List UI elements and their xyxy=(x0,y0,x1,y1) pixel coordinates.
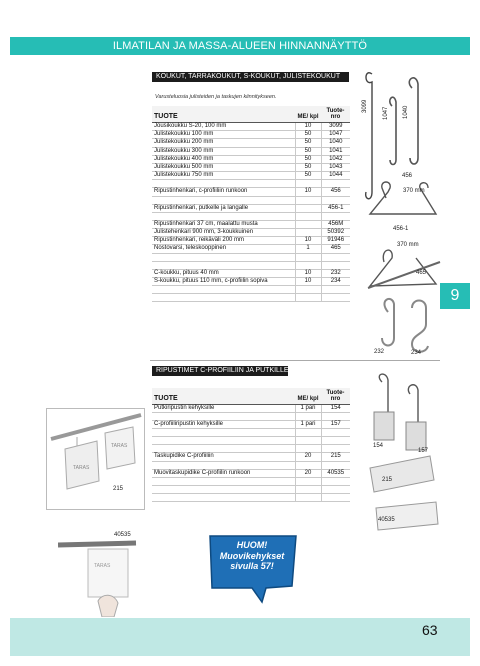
cell-product-name: S-koukku, pituus 110 mm, c-profiilin sopiva xyxy=(152,277,295,285)
cell-product-no: 215 xyxy=(321,453,350,461)
cell-product-no xyxy=(321,286,350,294)
cell-product-name xyxy=(152,493,295,501)
cell-product-no: 1044 xyxy=(321,172,350,180)
table-row xyxy=(152,437,350,445)
s-hook-icon xyxy=(412,301,428,352)
product-table-hooks xyxy=(152,106,350,302)
cell-product-name: Ripustinhenkari 37 cm, maalattu musta xyxy=(152,220,295,228)
section-divider xyxy=(150,360,440,361)
table-header-row xyxy=(152,106,350,123)
cell-me xyxy=(295,286,321,294)
label-215: 215 xyxy=(382,477,393,483)
cell-me: 1 pari xyxy=(295,421,321,429)
cell-product-name: Julistekoukku 750 mm xyxy=(152,172,295,180)
cell-me: 50 xyxy=(295,155,321,163)
cell-me xyxy=(295,477,321,485)
table-row xyxy=(152,155,350,163)
photo-label-215: 215 xyxy=(113,486,124,492)
cell-me xyxy=(295,429,321,437)
cell-product-no: 1047 xyxy=(321,131,350,139)
cell-product-name: C-profiiliripustin kehyksille xyxy=(152,421,295,429)
table-row xyxy=(152,196,350,204)
cell-product-name xyxy=(152,477,295,485)
table-row xyxy=(152,212,350,220)
col-header-me: ME/ kpl xyxy=(295,106,321,123)
chapter-tab: 9 xyxy=(440,283,470,309)
cell-product-no xyxy=(321,461,350,469)
cell-me: 1 xyxy=(295,245,321,253)
cell-product-no xyxy=(321,294,350,302)
cell-product-name xyxy=(152,437,295,445)
cell-product-no: 1040 xyxy=(321,139,350,147)
cell-me: 20 xyxy=(295,453,321,461)
table-row xyxy=(152,245,350,253)
cell-product-no xyxy=(321,196,350,204)
c-hook-icon xyxy=(382,299,394,346)
table-row xyxy=(152,461,350,469)
cell-me xyxy=(295,253,321,261)
cell-product-name xyxy=(152,294,295,302)
table-row xyxy=(152,188,350,196)
pocket-holder-215-icon xyxy=(370,456,434,492)
cell-product-name: Nostovarsi, teleskooppinen xyxy=(152,245,295,253)
cell-product-name: Julistehenkari 900 mm, 3-koukkuinen xyxy=(152,229,295,237)
table-row xyxy=(152,477,350,485)
cell-me xyxy=(295,220,321,228)
cell-product-no: 154 xyxy=(321,405,350,413)
cell-me: 10 xyxy=(295,188,321,196)
col-header-product: TUOTE xyxy=(152,388,295,405)
label-370mm-b: 370 mm xyxy=(397,242,419,248)
label-370mm-a: 370 mm xyxy=(403,188,425,194)
cell-product-no: 50392 xyxy=(321,229,350,237)
cell-product-name: Julistekoukku 200 mm xyxy=(152,139,295,147)
cell-product-no: 1041 xyxy=(321,147,350,155)
col-header-me: ME/ kpl xyxy=(295,388,321,405)
table-row xyxy=(152,453,350,461)
cell-product-no xyxy=(321,261,350,269)
table-row xyxy=(152,220,350,228)
cell-product-no: 157 xyxy=(321,421,350,429)
photo-label-40535: 40535 xyxy=(114,532,131,538)
cell-product-name: C-koukku, pituus 40 mm xyxy=(152,269,295,277)
table-row xyxy=(152,237,350,245)
cell-me: 10 xyxy=(295,123,321,131)
cell-me xyxy=(295,485,321,493)
pocket-holder-40535-icon xyxy=(376,502,438,530)
section-intro: Varusteluosia julisteiden ja taskujen kiinnitykseen. xyxy=(155,94,277,100)
cell-product-no xyxy=(321,429,350,437)
cell-product-no: 234 xyxy=(321,277,350,285)
table-row xyxy=(152,277,350,285)
cell-product-name xyxy=(152,429,295,437)
section-title-hangers: RIPUSTIMET C-PROFIILIIN JA PUTKILLE xyxy=(152,366,288,376)
cell-product-no xyxy=(321,437,350,445)
cell-me: 50 xyxy=(295,172,321,180)
cell-product-no: 232 xyxy=(321,269,350,277)
cell-product-no: 40535 xyxy=(321,469,350,477)
photo-hand-pocket-holder xyxy=(58,527,138,617)
hanger-456-icon xyxy=(370,182,436,214)
table-row xyxy=(152,413,350,421)
cell-me: 10 xyxy=(295,237,321,245)
cell-product-no xyxy=(321,180,350,188)
cell-product-no: 456M xyxy=(321,220,350,228)
cell-product-name: Ripustinhenkari, putkelle ja langalle xyxy=(152,204,295,212)
cell-product-name: Ripustinhenkari, reikäväli 200 mm xyxy=(152,237,295,245)
poster-hook-1040-icon xyxy=(409,78,418,164)
page-header-band xyxy=(10,37,470,55)
cell-product-no: 1042 xyxy=(321,155,350,163)
table-row xyxy=(152,485,350,493)
page-header-title: ILMATILAN JA MASSA-ALUEEN HINNANNÄYTTÖ xyxy=(112,40,368,52)
cell-product-name: Julistekoukku 100 mm xyxy=(152,131,295,139)
label-234: 234 xyxy=(411,350,422,356)
cell-me xyxy=(295,261,321,269)
table-row xyxy=(152,286,350,294)
cell-me: 1 pari xyxy=(295,405,321,413)
callout-line-2: Muovikehykset xyxy=(219,550,285,561)
cell-me: 10 xyxy=(295,269,321,277)
poster-hook-1047-icon xyxy=(390,97,396,164)
table-row xyxy=(152,493,350,501)
cell-product-no xyxy=(321,413,350,421)
label-232: 232 xyxy=(374,349,385,355)
table-row xyxy=(152,204,350,212)
cell-me xyxy=(295,294,321,302)
cell-product-name xyxy=(152,196,295,204)
cell-product-no xyxy=(321,212,350,220)
table-row xyxy=(152,269,350,277)
cell-product-name xyxy=(152,286,295,294)
cell-product-no: 91946 xyxy=(321,237,350,245)
section-title-hooks: KOUKUT, TARRAKOUKUT, S-KOUKUT, JULISTEKOUKUT xyxy=(152,72,349,82)
cell-product-name xyxy=(152,461,295,469)
col-header-no: Tuote- nro xyxy=(321,388,350,405)
table-row xyxy=(152,164,350,172)
table-row xyxy=(152,147,350,155)
cell-me xyxy=(295,204,321,212)
table-header-row xyxy=(152,388,350,405)
cell-product-name: Ripustinhenkari, c-profiiliin runkoon xyxy=(152,188,295,196)
table-row xyxy=(152,229,350,237)
poster-brand-b: TARAS xyxy=(111,443,128,449)
cell-me xyxy=(295,212,321,220)
cell-product-name: Julistekoukku 500 mm xyxy=(152,164,295,172)
callout-text xyxy=(212,540,292,572)
hooks-illustration xyxy=(350,62,470,362)
table-row xyxy=(152,261,350,269)
cell-product-name: Jousikoukku S-20, 100 mm xyxy=(152,123,295,131)
label-154: 154 xyxy=(373,443,384,449)
cell-product-no xyxy=(321,493,350,501)
cell-product-no xyxy=(321,445,350,453)
cell-me xyxy=(295,180,321,188)
label-1040: 1040 xyxy=(403,105,409,119)
cell-me: 50 xyxy=(295,147,321,155)
cell-product-no: 465 xyxy=(321,245,350,253)
callout-line-1: HUOM! xyxy=(236,540,268,550)
spring-hook-icon xyxy=(366,73,372,199)
table-row xyxy=(152,253,350,261)
cell-product-name: Julistekoukku 300 mm xyxy=(152,147,295,155)
table-row xyxy=(152,469,350,477)
cell-me: 10 xyxy=(295,277,321,285)
label-456-1: 456-1 xyxy=(393,226,409,232)
product-table-hangers xyxy=(152,388,350,502)
cell-me xyxy=(295,445,321,453)
table-row xyxy=(152,172,350,180)
page-footer-band xyxy=(10,618,470,656)
cell-product-name xyxy=(152,445,295,453)
cell-me xyxy=(295,493,321,501)
label-40535: 40535 xyxy=(378,517,395,523)
cell-me xyxy=(295,413,321,421)
label-157: 157 xyxy=(418,448,429,454)
table-row xyxy=(152,445,350,453)
label-465: 465 xyxy=(416,270,427,276)
cell-me xyxy=(295,196,321,204)
cell-product-name xyxy=(152,261,295,269)
cell-me: 20 xyxy=(295,469,321,477)
pipe-hanger-icon xyxy=(374,412,394,440)
label-456: 456 xyxy=(402,173,413,179)
cell-product-name xyxy=(152,253,295,261)
callout-line-3: sivulla 57! xyxy=(230,561,274,571)
cell-me: 50 xyxy=(295,164,321,172)
cell-me: 50 xyxy=(295,139,321,147)
cell-product-name xyxy=(152,180,295,188)
photo-c-profile-pockets xyxy=(46,408,145,510)
cell-product-name xyxy=(152,212,295,220)
col-header-no: Tuote- nro xyxy=(321,106,350,123)
label-3099: 3099 xyxy=(362,99,368,113)
table-row xyxy=(152,294,350,302)
cell-product-name xyxy=(152,413,295,421)
table-row xyxy=(152,139,350,147)
poster-brand-c: TARAS xyxy=(94,563,111,569)
cell-product-no xyxy=(321,253,350,261)
cell-me xyxy=(295,229,321,237)
cell-me xyxy=(295,461,321,469)
cell-me: 50 xyxy=(295,131,321,139)
c-profile-hanger-icon xyxy=(406,422,426,450)
cell-me xyxy=(295,437,321,445)
cell-product-name: Taskupidike C-profiiliin xyxy=(152,453,295,461)
hangers-illustration xyxy=(360,372,450,532)
cell-product-no xyxy=(321,477,350,485)
cell-product-name: Putkiripustin kehyksille xyxy=(152,405,295,413)
cell-product-name xyxy=(152,485,295,493)
table-row xyxy=(152,131,350,139)
cell-product-no: 456 xyxy=(321,188,350,196)
table-row xyxy=(152,123,350,131)
cell-product-no xyxy=(321,485,350,493)
table-row xyxy=(152,405,350,413)
table-row xyxy=(152,429,350,437)
cell-product-name: Julistekoukku 400 mm xyxy=(152,155,295,163)
cell-product-name: Muovitaskupidike C-profiilin runkoon xyxy=(152,469,295,477)
col-header-product: TUOTE xyxy=(152,106,295,123)
cell-product-no: 1043 xyxy=(321,164,350,172)
cell-product-no: 456-1 xyxy=(321,204,350,212)
table-row xyxy=(152,180,350,188)
cell-product-no: 3099 xyxy=(321,123,350,131)
table-row xyxy=(152,421,350,429)
page-number: 63 xyxy=(422,622,438,638)
poster-brand-a: TARAS xyxy=(73,465,90,471)
label-1047: 1047 xyxy=(383,106,389,120)
